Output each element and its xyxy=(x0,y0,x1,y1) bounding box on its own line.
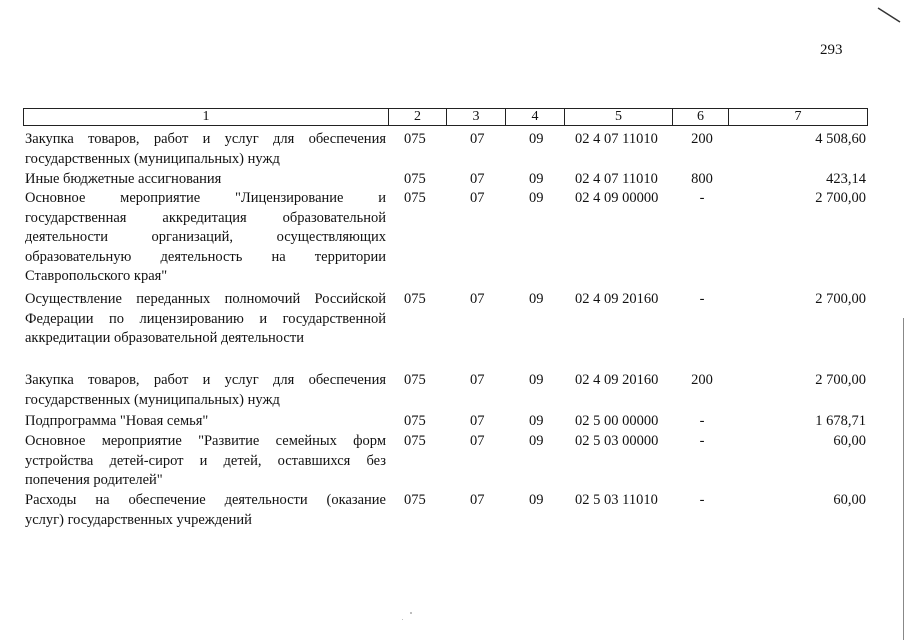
table-row xyxy=(23,130,873,169)
amount: 60,00 xyxy=(833,492,866,508)
scan-speck xyxy=(410,612,412,614)
header-cell: 6 xyxy=(673,108,729,126)
amount: 4 508,60 xyxy=(815,131,866,147)
description-line: Осуществление переданных полномочий Российской xyxy=(25,291,386,307)
row-description xyxy=(25,170,386,190)
target-article-code: 02 4 07 11010 xyxy=(575,131,658,147)
description-line: устройства детей-сирот и детей, оставшихся без xyxy=(25,452,386,469)
target-article-code: 02 5 00 00000 xyxy=(575,413,659,429)
ministry-code: 075 xyxy=(404,190,426,206)
header-cell: 4 xyxy=(506,108,565,126)
expense-type-code: - xyxy=(699,190,705,206)
description-line: Закупка товаров, работ и услуг для обеспечения xyxy=(25,131,386,147)
description-line: государственных (муниципальных) нужд xyxy=(25,150,280,167)
target-article-code: 02 4 09 20160 xyxy=(575,372,659,388)
table-row xyxy=(23,412,873,432)
table-row xyxy=(23,290,873,349)
section-code: 07 xyxy=(470,492,485,508)
table-row xyxy=(23,189,873,287)
section-code: 07 xyxy=(470,291,485,307)
amount: 423,14 xyxy=(826,171,866,187)
section-code: 07 xyxy=(470,131,485,147)
subsection-code: 09 xyxy=(529,131,544,147)
section-code: 07 xyxy=(470,372,485,388)
section-code: 07 xyxy=(470,413,485,429)
description-line: государственная аккредитация образовательной xyxy=(25,209,386,226)
amount: 60,00 xyxy=(833,433,866,449)
section-code: 07 xyxy=(470,190,485,206)
amount: 2 700,00 xyxy=(815,372,866,388)
description-line: государственных (муниципальных) нужд xyxy=(25,391,280,408)
ministry-code: 075 xyxy=(404,413,426,429)
expense-type-code: 200 xyxy=(691,372,713,388)
header-cell: 2 xyxy=(389,108,447,126)
description-line: Основное мероприятие "Лицензирование и xyxy=(25,190,386,206)
expense-type-code: 800 xyxy=(691,171,713,187)
description-line: попечения родителей" xyxy=(25,472,163,488)
ministry-code: 075 xyxy=(404,291,426,307)
table-row xyxy=(23,491,873,530)
header-cell: 7 xyxy=(729,108,868,126)
header-cell: 1 xyxy=(23,108,389,126)
expense-type-code: 200 xyxy=(691,131,713,147)
row-description xyxy=(25,371,386,410)
scan-corner-mark xyxy=(876,6,902,24)
target-article-code: 02 4 09 20160 xyxy=(575,291,659,307)
ministry-code: 075 xyxy=(404,171,426,187)
description-line: Расходы на обеспечение деятельности (оказание xyxy=(25,492,386,508)
ministry-code: 075 xyxy=(404,433,426,449)
description-line: Основное мероприятие "Развитие семейных форм xyxy=(25,433,386,449)
subsection-code: 09 xyxy=(529,171,544,187)
description-line: образовательную деятельность на территории xyxy=(25,248,386,265)
description-line: Ставропольского края" xyxy=(25,268,168,284)
scan-speck xyxy=(402,619,403,620)
description-line: Подпрограмма "Новая семья" xyxy=(25,413,209,429)
target-article-code: 02 4 07 11010 xyxy=(575,171,658,187)
subsection-code: 09 xyxy=(529,492,544,508)
header-cell: 3 xyxy=(447,108,506,126)
subsection-code: 09 xyxy=(529,433,544,449)
row-description xyxy=(25,290,386,349)
description-line: Иные бюджетные ассигнования xyxy=(25,171,222,187)
expense-type-code: - xyxy=(699,413,705,429)
row-description xyxy=(25,412,386,432)
subsection-code: 09 xyxy=(529,372,544,388)
table-header xyxy=(23,108,868,126)
section-code: 07 xyxy=(470,433,485,449)
subsection-code: 09 xyxy=(529,291,544,307)
subsection-code: 09 xyxy=(529,190,544,206)
ministry-code: 075 xyxy=(404,131,426,147)
expense-type-code: - xyxy=(699,433,705,449)
row-description xyxy=(25,432,386,491)
page-number: 293 xyxy=(820,42,843,58)
ministry-code: 075 xyxy=(404,492,426,508)
expense-type-code: - xyxy=(699,492,705,508)
amount: 1 678,71 xyxy=(815,413,866,429)
amount: 2 700,00 xyxy=(815,291,866,307)
table-row xyxy=(23,371,873,410)
section-code: 07 xyxy=(470,171,485,187)
target-article-code: 02 4 09 00000 xyxy=(575,190,659,206)
target-article-code: 02 5 03 11010 xyxy=(575,492,658,508)
subsection-code: 09 xyxy=(529,413,544,429)
table-row xyxy=(23,432,873,491)
row-description xyxy=(25,189,386,287)
description-line: аккредитации образовательной деятельности xyxy=(25,330,304,346)
header-cell: 5 xyxy=(565,108,673,126)
description-line: услуг) государственных учреждений xyxy=(25,511,252,528)
scan-edge-line xyxy=(903,318,904,640)
description-line: Федерации по лицензированию и государственной xyxy=(25,310,386,327)
table-row xyxy=(23,170,873,190)
amount: 2 700,00 xyxy=(815,190,866,206)
row-description xyxy=(25,130,386,169)
description-line: Закупка товаров, работ и услуг для обеспечения xyxy=(25,372,386,388)
target-article-code: 02 5 03 00000 xyxy=(575,433,659,449)
expense-type-code: - xyxy=(699,291,705,307)
ministry-code: 075 xyxy=(404,372,426,388)
description-line: деятельности организаций, осуществляющих xyxy=(25,229,386,245)
row-description xyxy=(25,491,386,530)
